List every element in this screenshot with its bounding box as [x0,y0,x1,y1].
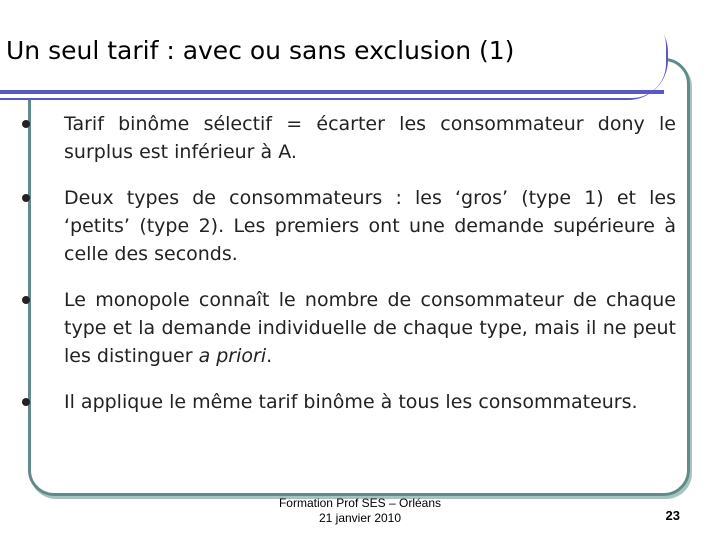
footer [260,496,460,526]
bullet-dot-icon [22,194,30,202]
bullet-text: Le monopole connaît le nombre de consommateur de chaque type et la demande individuelle de chaque type, mais il ne peut les distinguer [64,289,676,367]
bullet-text-end: . [266,345,273,367]
bullet-text: Il applique le même tarif binôme à tous les consommateurs. [64,391,638,413]
bullet-dot-icon [22,398,30,406]
bullet-dot-icon [22,296,30,304]
slide-title: Un seul tarif : avec ou sans exclusion (1) [6,36,515,65]
bullet-emphasis: a priori [198,345,267,367]
bullet-dot-icon [22,120,30,128]
bullet-list [64,110,676,434]
title-underline [0,90,664,94]
footer-line-1: Formation Prof SES – Orléans [278,496,442,510]
bullet-item [64,184,676,268]
bullet-text: Tarif binôme sélectif = écarter les consommateur dony le surplus est inférieur à A. [64,113,676,163]
bullet-item [64,388,676,416]
page-number: 23 [665,508,680,523]
footer-line-2: 21 janvier 2010 [318,511,402,525]
bullet-text: Deux types de consommateurs : les ‘gros’ (type 1) et les ‘petits’ (type 2). Les premiers ont une demande supérieure à celle des seconds. [64,187,676,265]
bullet-item [64,286,676,370]
bullet-item [64,110,676,166]
